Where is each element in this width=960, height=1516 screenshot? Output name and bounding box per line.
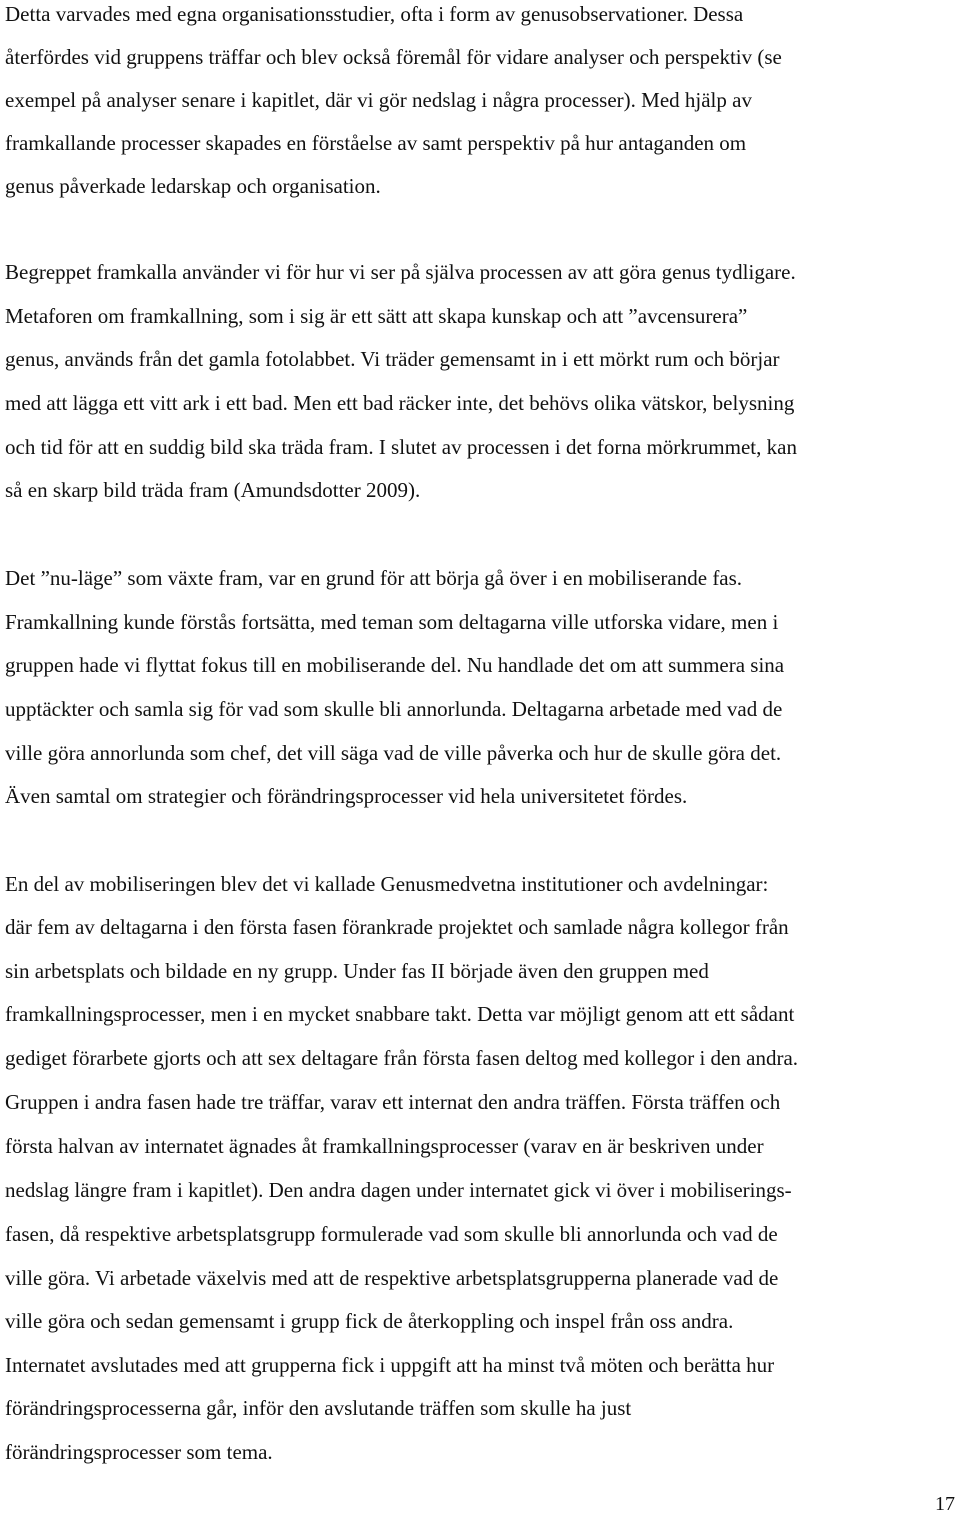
text-line: framkallande processer skapades en förståelse av samt perspektiv på hur antaganden om: [5, 131, 747, 155]
text-line: där fem av deltagarna i den första fasen förankrade projektet och samlade några kollegor från: [5, 915, 789, 939]
text-line: Det ”nu-läge” som växte fram, var en grund för att börja gå över i en mobiliserande fas.: [5, 566, 743, 590]
text-line: ville göra och sedan gemensamt i grupp fick de återkoppling och inspel från oss andra.: [5, 1309, 734, 1333]
text-line: så en skarp bild träda fram (Amundsdotter 2009).: [5, 478, 421, 502]
text-line: Metaforen om framkallning, som i sig är ett sätt att skapa kunskap och att ”avcensurera”: [5, 304, 748, 328]
text-line: Även samtal om strategier och förändringsprocesser vid hela universitetet fördes.: [5, 784, 688, 808]
text-line: Framkallning kunde förstås fortsätta, med teman som deltagarna ville utforska vidare, men i: [5, 610, 779, 634]
text-line: nedslag längre fram i kapitlet). Den andra dagen under internatet gick vi över i mobiliserings-: [5, 1178, 792, 1202]
text-line: Detta varvades med egna organisationsstudier, ofta i form av genusobservationer. Dessa: [5, 2, 744, 26]
text-line: En del av mobiliseringen blev det vi kallade Genusmedvetna institutioner och avdelningar:: [5, 872, 769, 896]
text-line: gruppen hade vi flyttat fokus till en mobiliserande del. Nu handlade det om att summera sina: [5, 653, 785, 677]
text-line: med att lägga ett vitt ark i ett bad. Men ett bad räcker inte, det behövs olika vätskor, belysning: [5, 391, 795, 415]
text-line: förändringsprocesserna går, inför den avslutande träffen som skulle ha just: [5, 1396, 632, 1420]
text-line: Begreppet framkalla använder vi för hur vi ser på själva processen av att göra genus tydligare.: [5, 260, 796, 284]
page-number: 17: [935, 1493, 955, 1515]
text-line: Internatet avslutades med att grupperna fick i uppgift att ha minst två möten och berätta hur: [5, 1353, 775, 1377]
text-line: ville göra. Vi arbetade växelvis med att de respektive arbetsplatsgrupperna planerade vad de: [5, 1266, 779, 1290]
text-line: exempel på analyser senare i kapitlet, där vi gör nedslag i några processer). Med hjälp av: [5, 88, 752, 112]
text-line: fasen, då respektive arbetsplatsgrupp formulerade vad som skulle bli annorlunda och vad de: [5, 1222, 778, 1246]
text-line: Gruppen i andra fasen hade tre träffar, varav ett internat den andra träffen. Första träffen och: [5, 1090, 781, 1114]
text-line: förändringsprocesser som tema.: [5, 1440, 273, 1464]
text-line: och tid för att en suddig bild ska träda fram. I slutet av processen i det forna mörkrummet, kan: [5, 435, 797, 459]
text-line: första halvan av internatet ägnades åt framkallningsprocesser (varav en är beskriven under: [5, 1134, 764, 1158]
text-line: sin arbetsplats och bildade en ny grupp. Under fas II började även den gruppen med: [5, 959, 709, 983]
text-line: upptäckter och samla sig för vad som skulle bli annorlunda. Deltagarna arbetade med vad de: [5, 697, 783, 721]
text-line: genus påverkade ledarskap och organisation.: [5, 174, 381, 198]
text-line: framkallningsprocesser, men i en mycket snabbare takt. Detta var möjligt genom att ett sådant: [5, 1002, 795, 1026]
text-line: gediget förarbete gjorts och att sex deltagare från första fasen deltog med kollegor i den andra.: [5, 1046, 799, 1070]
text-line: genus, används från det gamla fotolabbet. Vi träder gemensamt in i ett mörkt rum och börjar: [5, 347, 780, 371]
text-line: ville göra annorlunda som chef, det vill säga vad de ville påverka och hur de skulle göra det.: [5, 741, 782, 765]
text-line: återfördes vid gruppens träffar och blev också föremål för vidare analyser och perspektiv (se: [5, 45, 782, 69]
